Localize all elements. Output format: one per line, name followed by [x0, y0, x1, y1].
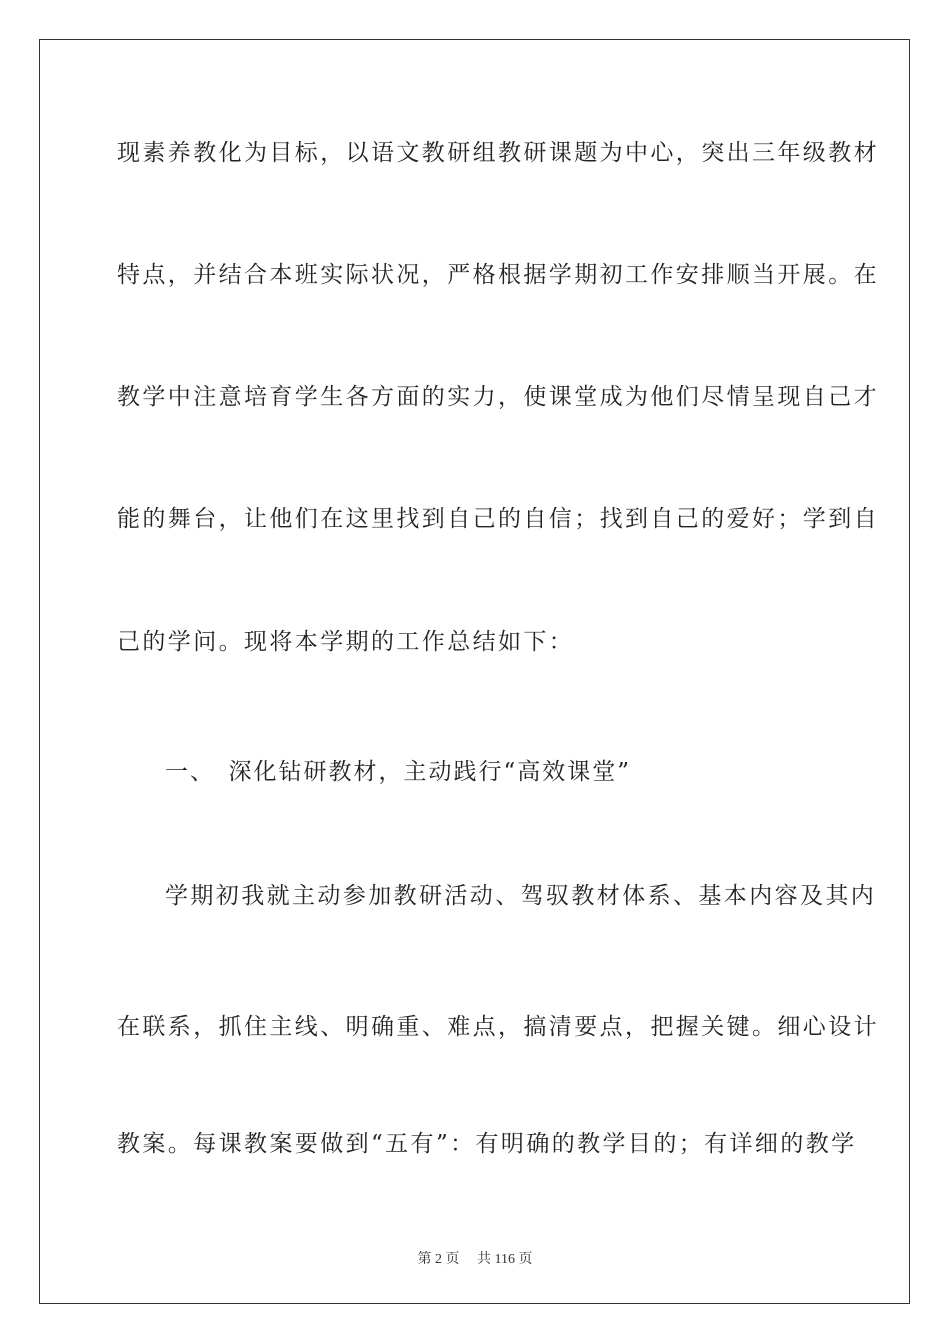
paragraph-line: 在联系，抓住主线、明确重、难点，搞清要点，把握关键。细心设计: [117, 1014, 879, 1040]
paragraph-line: 现素养教化为目标，以语文教研组教研课题为中心，突出三年级教材: [117, 140, 879, 166]
paragraph-line: 能的舞台，让他们在这里找到自己的自信；找到自己的爱好；学到自: [117, 506, 879, 532]
paragraph-line: 教学中注意培育学生各方面的实力，使课堂成为他们尽情呈现自己才: [117, 384, 879, 410]
paragraph-line: 己的学问。现将本学期的工作总结如下：: [117, 629, 575, 655]
paragraph-line: 特点，并结合本班实际状况，严格根据学期初工作安排顺当开展。在: [117, 262, 879, 288]
page-number-footer: 第 2 页 共 116 页: [417, 1252, 533, 1267]
page-frame: [39, 39, 910, 1304]
paragraph-line: 教案。每课教案要做到“五有”：有明确的教学目的；有详细的教学: [117, 1131, 857, 1157]
section-heading: 一、 深化钻研教材，主动践行“高效课堂”: [165, 759, 632, 785]
paragraph-line: 学期初我就主动参加教研活动、驾驭教材体系、基本内容及其内: [165, 883, 877, 909]
